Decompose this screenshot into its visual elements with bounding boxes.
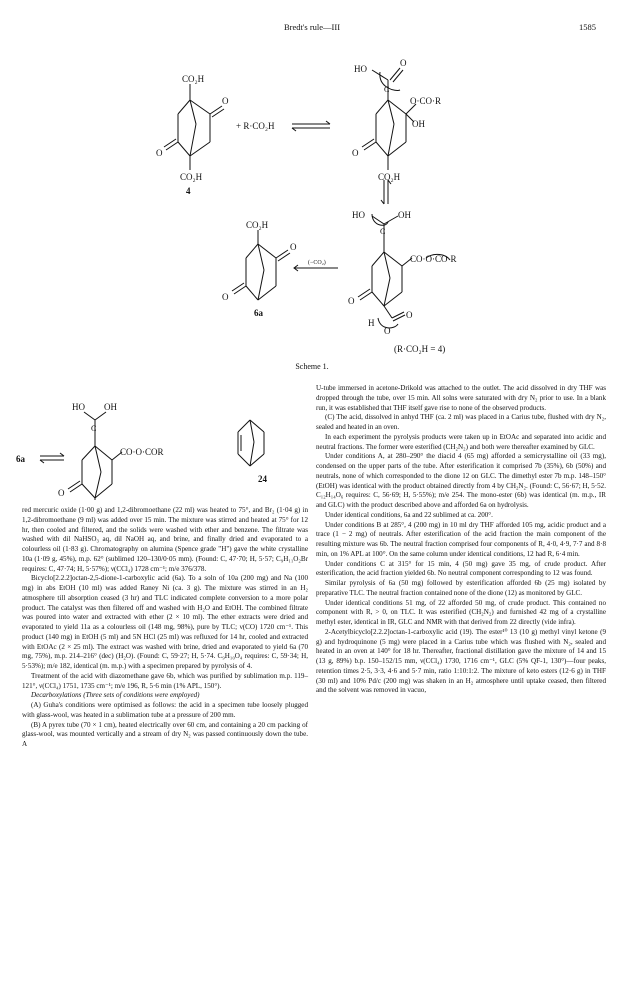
label-ho-23: HO bbox=[72, 402, 85, 412]
paragraph: U-tube immersed in acetone-Drikold was attached to the outlet. The acid dissolved in dry THF was dropped through the tube, over 15 min. All solns were saturated with dry N₂ prior to use. In a blank run, it was established that THF itself gave rise to none of the observed products. bbox=[316, 384, 606, 412]
label-h-intermediate: H bbox=[368, 318, 375, 328]
paragraph: 2-Acetylbicyclo[2.2.2]octan-1-carboxylic acid (19). The ester¹⁰ 13 (10 g) methyl vinyl ketone (9 g) and hydroquinone (5 mg) were placed in a Carius tube which was flushed with N₂, sealed and heated in an oven at 140° for 18 hr. Thereafter, fractional distillation gave the mixture of 14 and 15 (13 g, 89%) b.p. 150–152/15 mm, ν(CCl₄) 1730, 1716 cm⁻¹, GLC (5% QF-1, 130°)—four peaks, retention times 2·5, 3·3, 4·6 and 5·7 min, ratio 1:10:1:2. The mixture of keto esters (12·6 g) in THF (30 ml) and 10% Pd/c (200 mg) was shaken in an H₂ atmosphere until uptake ceased, then filtered and the solvent was removed in vacuo, bbox=[316, 627, 606, 695]
scheme-caption: Scheme 1. bbox=[295, 362, 329, 371]
paragraph: Treatment of the acid with diazomethane gave 6b, which was purified by sublimation m.p. 119–121°, ν(CCl₄) 1751, 1735 cm⁻¹; m/e 196, R, 5·6 min (1% APL, 150°). bbox=[22, 671, 308, 690]
running-title: Bredt's rule—III bbox=[283, 22, 341, 32]
label-o-adduct-top: O bbox=[400, 58, 407, 68]
paragraph: Bicyclo[2.2.2]octan-2,5-dione-1-carboxylic acid (6a). To a soln of 10a (200 mg) and Na (100 mg) in abs EtOH (10 ml) was added Raney Ni (ca. 3 g). The mixture was stirred in an H₂ atmosphere till absorption ceased (3 hr) and TLC indicated complete conversion to a more polar product. The catalyst was then filtered off and washed with H₂O and EtOH. The combined filtrate was poured into water and extracted with ether (2 × 10 ml). The ether extracts were dried and evaporated to yield 11a as a colourless oil (148 mg, 98%), pure by TLC; ν(CO) 1720 cm⁻¹. This product (140 mg) in EtOH (5 ml) and 5N HCl (25 ml) was refluxed for 14 hr, cooled and extracted with EtOAc (2 × 25 ml). The extract was washed with brine, dried and evaporated to yield 6a (70 mg, 75%), m.p. 214–216° (dec) (H₂O). (Found: C, 59·27; H, 5·74. C₉H₁₀O₄ requires: C, 59·34; H, 5·53%); m/e 182, identical (m. m.p.) with a specimen prepared by pyrolysis of 4. bbox=[22, 574, 308, 670]
paragraph: (B) A pyrex tube (70 × 1 cm), heated electrically over 60 cm, and containing a 20 cm packing of glass-wool, was mounted vertically and a stream of dry N₂ was passed continuously down the tube. A bbox=[22, 720, 308, 748]
label-o-intermediate-bottom: O bbox=[384, 326, 391, 336]
paragraph: In each experiment the pyrolysis products were taken up in EtOAc and separated into acidic and neutral fractions. The former were esterified (CH₂N₂) and both were thereafter examined by GLC. bbox=[316, 432, 606, 451]
label-oh-intermediate: OH bbox=[398, 210, 411, 220]
label-loss-co2: (−CO₂) bbox=[308, 260, 326, 266]
label-mixed-anhydride: CO·O·COR bbox=[120, 447, 164, 457]
label-reagent: + R·CO₂H bbox=[236, 121, 275, 131]
right-column bbox=[316, 384, 606, 696]
structure-intermediate bbox=[358, 214, 450, 328]
paragraph: Under identical conditions 51 mg, of 22 afforded 50 mg, of crude product. This contained no component with R, > 0, on TLC. It was esterified (CH₂N₂) and furnished 42 mg of a crystalline methyl ester, identical in IR, GLC and NMR with that derived from 22 directly (vide infra). bbox=[316, 598, 606, 626]
label-ester-group: O·CO·R bbox=[410, 96, 441, 106]
label-o-intermediate-left: O bbox=[348, 296, 355, 306]
label-o-4b: O bbox=[156, 148, 163, 158]
label-o-4a: O bbox=[222, 96, 229, 106]
paragraph: red mercuric oxide (1·00 g) and 1,2-dibromoethane (22 ml) was heated to 75°, and Br₂ (1·04 g) in 1,2-dibromoethane (9 ml) was added over 15 min. The mixture was stirred and heated at 75° for 12 hr, then cooled and filtered, and the solids were washed with ether and benzene. The filtrate was washed with dil NaHSO₃ aq, dil NaOH aq, and brine, and finally dried and evaporated to a colourless oil (1·83 g). Chromatography on alumina (Spence grade "H") gave the white crystalline 10a (1·09 g, 45%), m.p. 62° (sublimed 120–130/0·05 mm). (Found: C, 47·70; H, 5·57; C₉H₁₁O₂Br requires: C, 47·74; H, 5·57%); ν(CCl₄) 1728 cm⁻¹; m/e 376/378. bbox=[22, 506, 308, 573]
label-o-23: O bbox=[58, 488, 65, 498]
label-ho-intermediate: HO bbox=[352, 210, 365, 220]
label-compound-24: 24 bbox=[258, 474, 267, 484]
label-o-6a-left: O bbox=[222, 292, 229, 302]
section-heading: Decarboxylations (Three sets of conditions were employed) bbox=[31, 691, 200, 700]
structure-6a bbox=[232, 230, 290, 300]
paragraph: (C) The acid, dissolved in anhyd THF (ca. 2 ml) was placed in a Carius tube, flushed with dry N₂, sealed and heated in an oven. bbox=[316, 413, 606, 431]
label-oh-23: OH bbox=[104, 402, 117, 412]
label-c-adduct: C bbox=[384, 85, 390, 94]
label-r-definition: (R·CO₂H = 4) bbox=[394, 344, 446, 354]
label-compound-6a: 6a bbox=[254, 308, 263, 318]
label-co2h-bottom-4: CO₂H bbox=[180, 172, 203, 182]
label-co2h-6a: CO₂H bbox=[246, 220, 269, 230]
paragraph: Under conditions A, at 280–290° the diacid 4 (65 mg) afforded a semicrystalline oil (33 mg), condensed on the upper parts of the tube. After esterification it comprised 7b (35%), 6b (50%) and neutrals, none of which corresponded to the dione 12 on GLC. The dimethyl ester 7b m.p. 148–150° (EtOH) was identical with the product obtained directly from 4 by CH₂N₂. (Found: C, 56·67; H, 5·52. C₁₂H₁₄O₆ requires: C, 56·69; H, 5·55%); m/e 254. The mono-ester (6b) was identical (m. m.p., IR and GLC) with the product described above and afforded 6a on hydrolysis. bbox=[316, 452, 606, 509]
label-eq-6a: 6a bbox=[16, 454, 25, 464]
label-o-6a-right: O bbox=[290, 242, 297, 252]
paragraph: (A) Guha's conditions were optimised as follows: the acid in a specimen tube loosely plugged with glass-wool, was heated in a sublimation tube at a pressure of 200 mm. bbox=[22, 701, 308, 719]
label-c-intermediate: C bbox=[380, 227, 386, 236]
left-column bbox=[22, 506, 308, 750]
label-compound-4: 4 bbox=[186, 186, 191, 196]
label-co2h-top-4: CO₂H bbox=[182, 74, 205, 84]
label-oh-adduct: OH bbox=[412, 119, 425, 129]
paragraph: Under identical conditions, 6a and 22 sublimed at ca. 200°. bbox=[325, 510, 493, 519]
label-o-adduct-left: O bbox=[352, 148, 359, 158]
label-o-intermediate-right: O bbox=[406, 310, 413, 320]
label-anhydride-group: CO·O·CO·R bbox=[410, 254, 457, 264]
structure-adduct bbox=[362, 68, 416, 170]
structure-24 bbox=[238, 420, 264, 466]
paragraph: Under conditions C at 315° for 15 min, 4 (50 mg) gave 35 mg, of crude product. After esterification, the acid fraction yielded 6b. No neutral component corresponding to 12 was found. bbox=[316, 559, 606, 578]
structure-4 bbox=[164, 84, 224, 170]
page-number: 1585 bbox=[579, 22, 596, 32]
label-ho-adduct: HO bbox=[354, 64, 367, 74]
paragraph: Similar pyrolysis of 6a (50 mg) followed by esterification afforded 6b (25 mg) isolated by preparative TLC. The neutral fraction contained none of the dione (12) as monitored by GLC. bbox=[316, 579, 606, 597]
paragraph: Under conditions B at 285°, 4 (200 mg) in 10 ml dry THF afforded 105 mg, acidic product and a trace (1 − 2 mg) of neutrals. After esterification of the acid fraction the main component of the resulting mixture was 6b. The neutral fraction comprised four components of R, 4·0, 4·9, 7·7 and 8·8 min, on 1% APL at 100°. On the same column under identical conditions, 12 had R, 6·4 min. bbox=[316, 520, 606, 558]
label-c-23: C bbox=[91, 424, 97, 433]
label-co2h-adduct: CO₂H bbox=[378, 172, 401, 182]
